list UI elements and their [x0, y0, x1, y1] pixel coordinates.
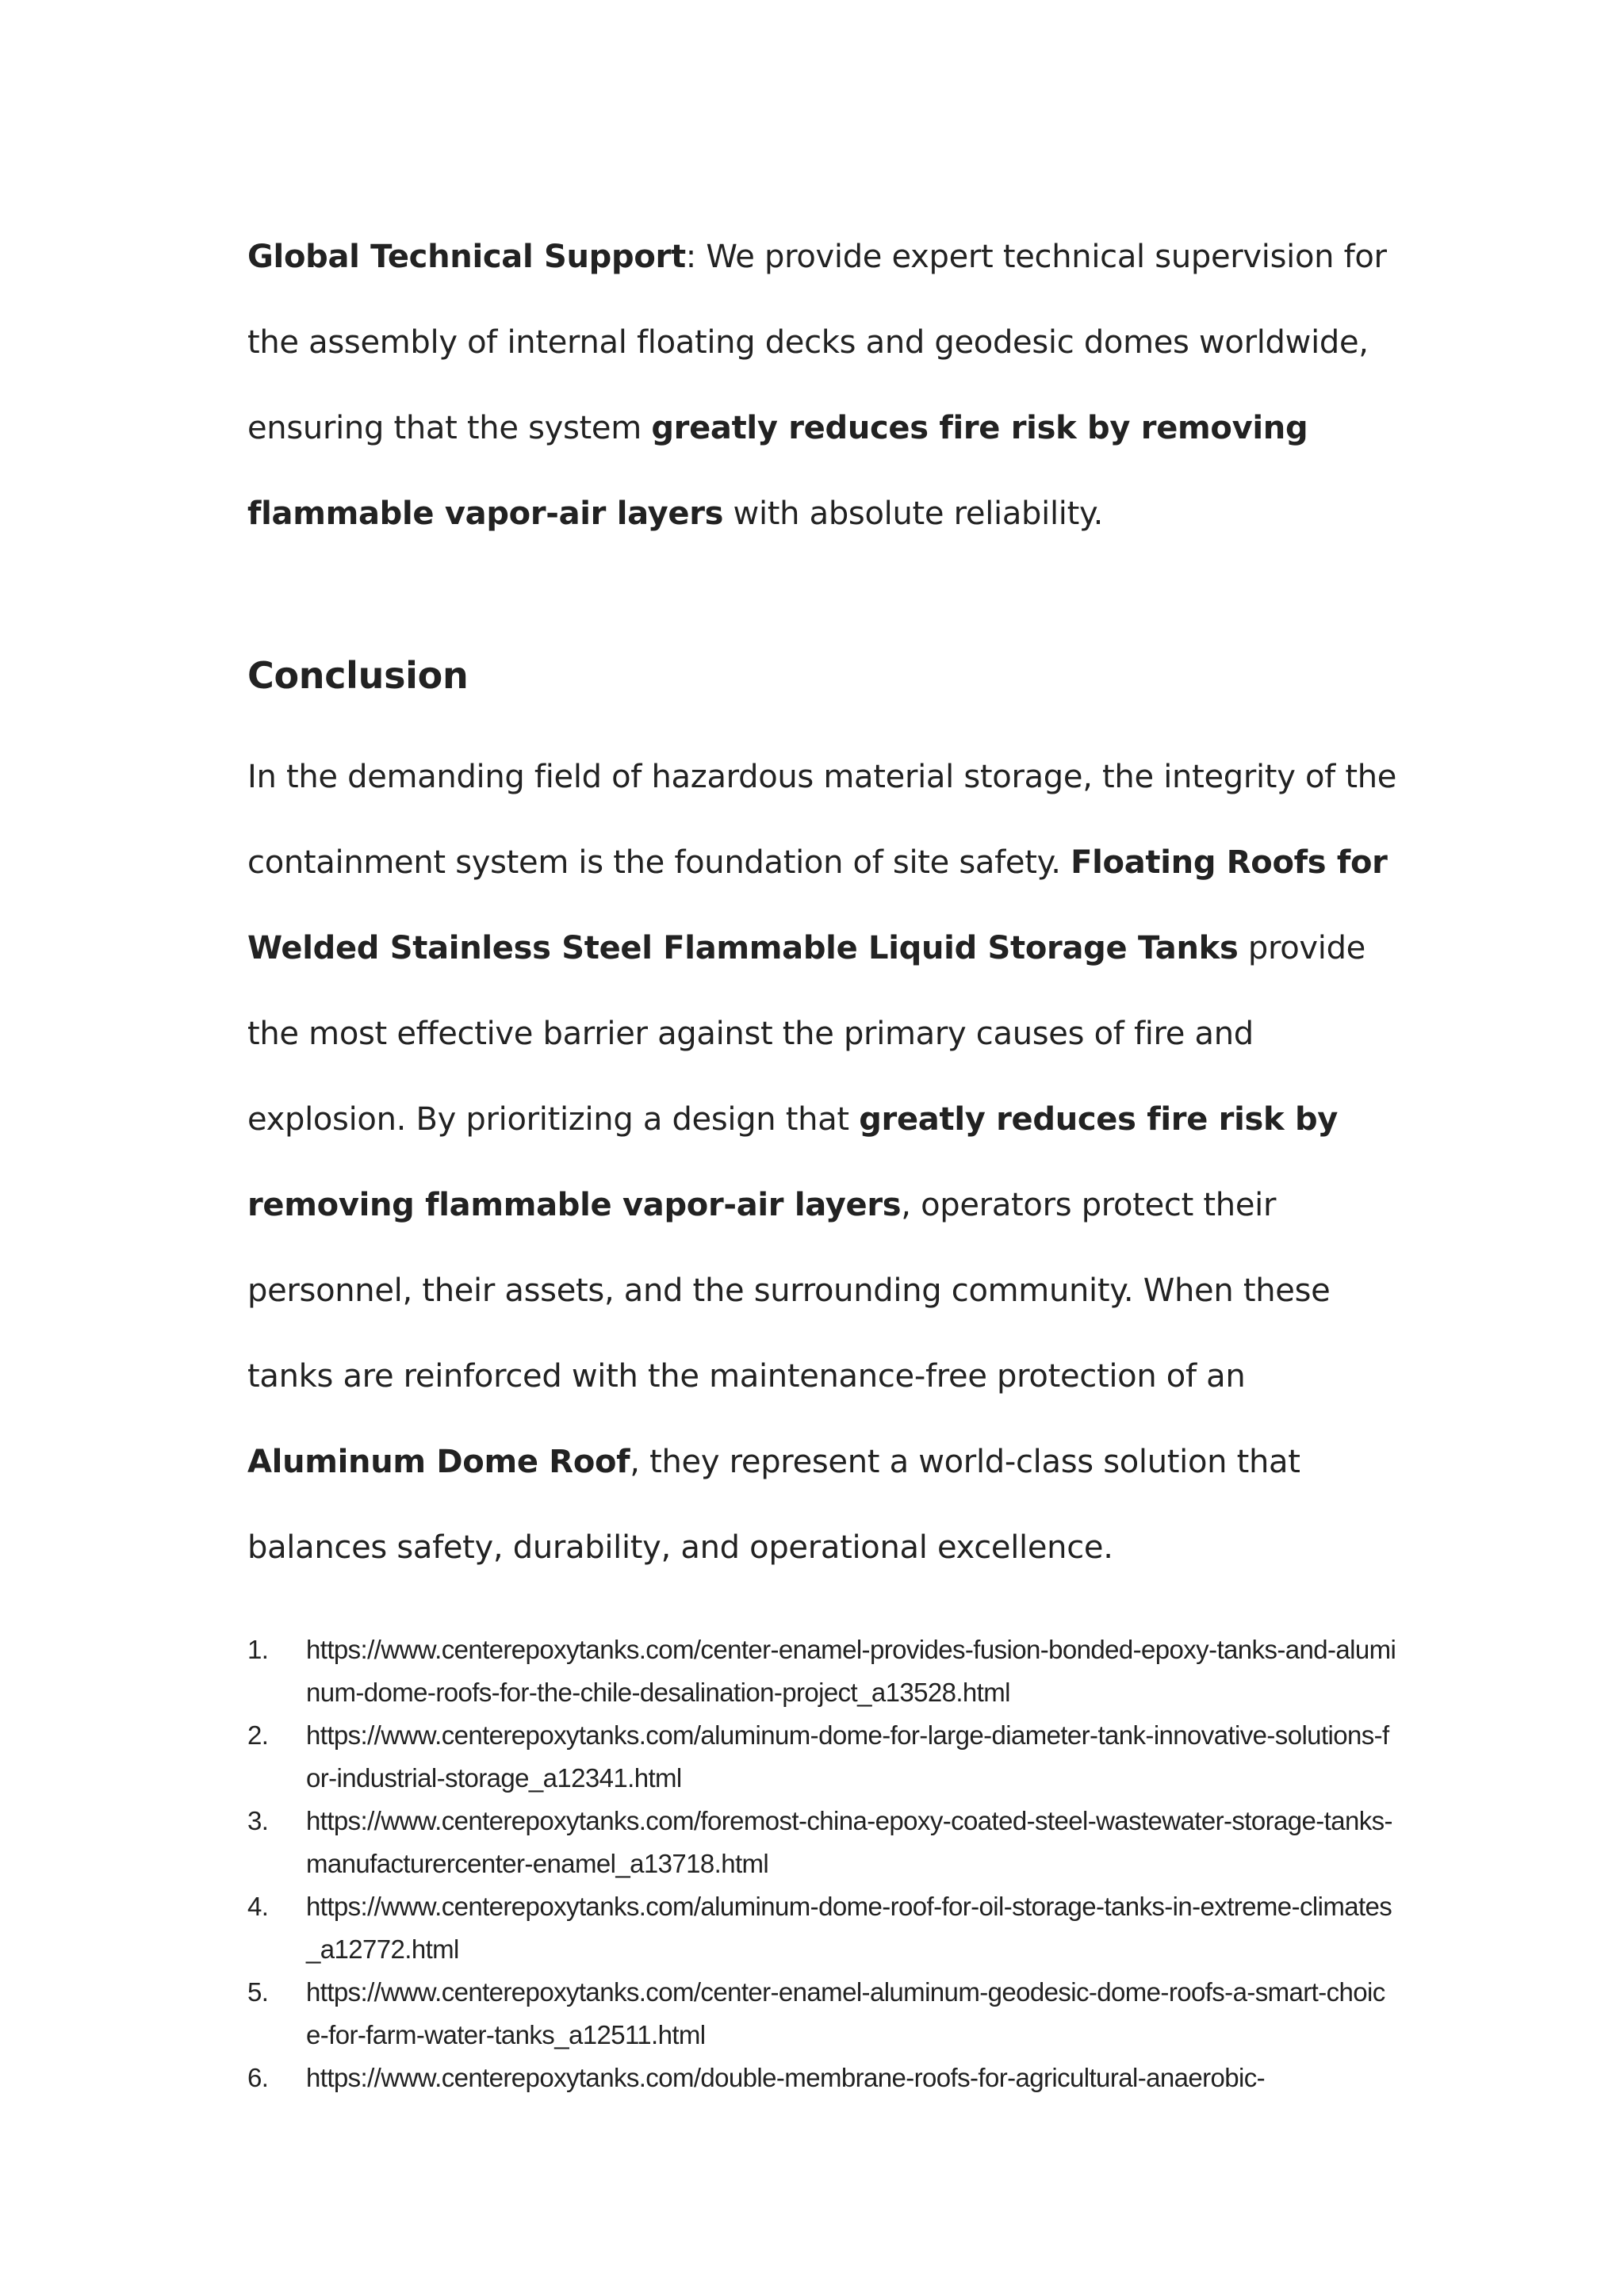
fire-risk-emphasis-2: greatly reduces fire risk by removing flammable vapor-air layers	[247, 1101, 1339, 1223]
reference-item	[247, 1628, 1397, 1714]
reference-number: 2.	[247, 1720, 269, 1750]
reference-link[interactable]: https://www.centerepoxytanks.com/center-enamel-provides-fusion-bonded-epoxy-tanks-and-aluminum-dome-roofs-for-the-chile-desalination-project_a13528.html	[306, 1635, 1396, 1707]
floating-roofs-emphasis: Floating Roofs for Welded Stainless Steel Flammable Liquid Storage Tanks	[247, 844, 1388, 966]
conclusion-paragraph	[247, 734, 1397, 1590]
conclusion-text-2: provide the most effective barrier against the primary causes of fire and explosion. By prioritizing a design that	[247, 930, 1365, 1138]
reference-item	[247, 1800, 1397, 1885]
reference-number: 6.	[247, 2063, 269, 2092]
conclusion-text-3: , operators protect their personnel, their assets, and the surrounding community. When these tanks are reinforced with the maintenance-free protection of an	[247, 1187, 1331, 1395]
technical-support-text: : We provide expert technical supervision for the assembly of internal floating decks and geodesic domes worldwide, ensuring that the system	[247, 239, 1387, 446]
technical-support-label: Global Technical Support	[247, 239, 686, 275]
conclusion-text-1: In the demanding field of hazardous material storage, the integrity of the containment system is the foundation of site safety.	[247, 759, 1397, 881]
reference-item	[247, 1971, 1397, 2057]
reference-list	[247, 1628, 1397, 2099]
technical-support-paragraph	[247, 214, 1397, 557]
aluminum-dome-roof-emphasis: Aluminum Dome Roof	[247, 1444, 630, 1480]
reference-link[interactable]: https://www.centerepoxytanks.com/foremost-china-epoxy-coated-steel-wastewater-storage-tanks-manufacturercenter-enamel_a13718.html	[306, 1806, 1392, 1878]
reference-number: 3.	[247, 1806, 269, 1835]
reference-number: 4.	[247, 1892, 269, 1921]
technical-support-text-end: with absolute reliability.	[723, 496, 1104, 532]
fire-risk-emphasis: greatly reduces fire risk by removing flammable vapor-air layers	[247, 410, 1308, 532]
reference-number: 1.	[247, 1635, 269, 1664]
reference-link[interactable]: https://www.centerepoxytanks.com/double-membrane-roofs-for-agricultural-anaerobic-	[306, 2063, 1266, 2092]
reference-link[interactable]: https://www.centerepoxytanks.com/center-enamel-aluminum-geodesic-dome-roofs-a-smart-choice-for-farm-water-tanks_a12511.html	[306, 1977, 1385, 2049]
conclusion-text-4: , they represent a world-class solution that balances safety, durability, and operational excellence.	[247, 1444, 1300, 1566]
conclusion-heading: Conclusion	[247, 654, 469, 697]
reference-number: 5.	[247, 1977, 269, 2007]
reference-item	[247, 1885, 1397, 1971]
reference-link[interactable]: https://www.centerepoxytanks.com/aluminum-dome-roof-for-oil-storage-tanks-in-extreme-climates_a12772.html	[306, 1892, 1392, 1964]
reference-item	[247, 1714, 1397, 1800]
reference-item	[247, 2057, 1397, 2099]
reference-link[interactable]: https://www.centerepoxytanks.com/aluminum-dome-for-large-diameter-tank-innovative-solutions-for-industrial-storage_a12341.html	[306, 1720, 1389, 1793]
